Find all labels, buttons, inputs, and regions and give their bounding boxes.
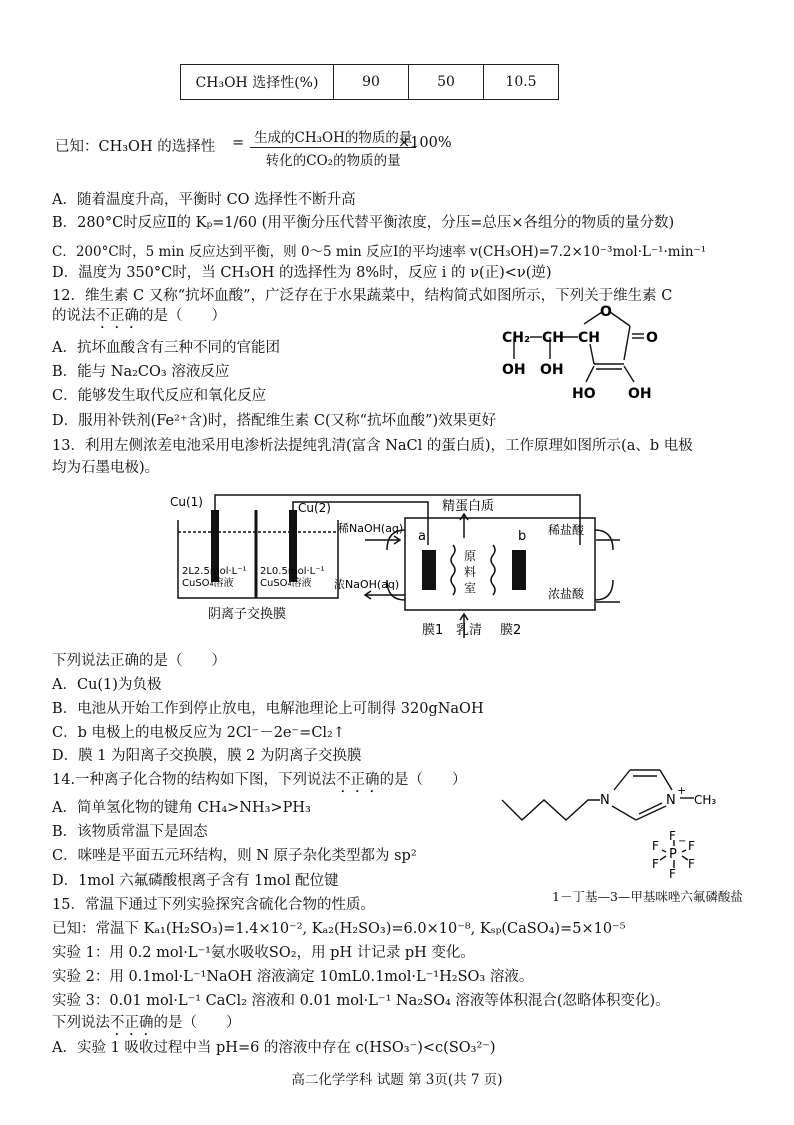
solution2-conc: 2L0.5mol·L⁻¹	[260, 566, 325, 577]
anion-membrane-label: 阴离子交换膜	[208, 607, 287, 622]
solution2-name: CuSO₄溶液	[260, 578, 312, 589]
q12-stem-line2: 的说法不正确的是（ ）	[52, 308, 226, 324]
ring-ch-label: CH	[578, 330, 600, 346]
plus-charge: +	[677, 784, 687, 797]
table-label-cell: CH₃OH 选择性(%)	[181, 65, 334, 100]
n3-label: N	[666, 793, 676, 808]
solution1-name: CuSO₄溶液	[182, 578, 234, 589]
cu1-label: Cu(1)	[170, 495, 203, 509]
q14-option-b: B．该物质常温下是固态	[52, 824, 208, 840]
q13-option-b: B．电池从开始工作到停止放电，电解池理论上可制得 320gNaOH	[52, 701, 484, 717]
q11-option-d: D．温度为 350°C时，当 CH₃OH 的选择性为 8%时，反应 i 的 ν(正)<ν(逆)	[52, 265, 552, 281]
q14-option-c: C．咪唑是平面五元环结构，则 N 原子杂化类型都为 sp²	[52, 848, 417, 864]
q15-prompt: 下列说法不正确的是（ ）	[52, 1015, 241, 1031]
table-value-cell: 50	[409, 65, 484, 100]
q13-stem-line1: 13．利用左侧浓差电池采用电渗析法提纯乳清(富含 NaCl 的蛋白质)，工作原理如图所示(a、b 电极	[52, 438, 693, 454]
raw-chamber-label: 料	[464, 565, 477, 579]
n1-label: N	[600, 793, 610, 808]
electrolysis-diagram	[160, 490, 620, 645]
cu2-label: Cu(2)	[298, 501, 331, 515]
oh-label: OH	[628, 386, 652, 402]
selectivity-definition-prefix: 已知：CH₃OH 的选择性	[55, 139, 216, 155]
fraction-denominator: 转化的CO₂的物质的量	[265, 153, 401, 169]
oh-label: OH	[502, 362, 526, 378]
q13-stem-line2: 均为石墨电极)。	[52, 460, 160, 476]
carbonyl-o-label: O	[646, 330, 658, 346]
methyl-label: CH₃	[694, 793, 717, 807]
oh-label: OH	[540, 362, 564, 378]
q12-option-a: A．抗坏血酸含有三种不同的官能团	[52, 340, 280, 356]
minus-charge: −	[678, 836, 687, 847]
ring-o-label: O	[600, 304, 612, 320]
q11-option-a: A．随着温度升高，平衡时 CO 选择性不断升高	[52, 192, 356, 208]
q12-option-c: C．能够发生取代反应和氧化反应	[52, 388, 267, 404]
solution1-conc: 2L2.5mol·L⁻¹	[182, 566, 247, 577]
table-value-cell: 10.5	[484, 65, 559, 100]
conc-naoh-label: 浓NaOH(aq)	[334, 578, 400, 591]
fluorine-label: F	[652, 857, 659, 871]
fluorine-label: F	[688, 857, 695, 871]
selectivity-table	[180, 64, 559, 100]
membrane2-label: 膜2	[500, 623, 522, 638]
phosphorus-label: P	[669, 847, 677, 862]
q11-option-c: C．200°C时，5 min 反应达到平衡，则 0～5 min 反应Ⅰ的平均速率 v(CH₃OH)=7.2×10⁻³mol·L⁻¹·min⁻¹	[52, 244, 707, 260]
q13-prompt: 下列说法正确的是（ ）	[52, 653, 226, 669]
raw-chamber-label: 原	[464, 549, 477, 563]
q13-option-d: D．膜 1 为阳离子交换膜，膜 2 为阴离子交换膜	[52, 748, 362, 764]
q14-option-d: D．1mol 六氟磷酸根离子含有 1mol 配位键	[52, 873, 339, 889]
ch2-label: CH₂	[502, 330, 531, 346]
q15-option-a: A．实验 1 吸收过程中当 pH=6 的溶液中存在 c(HSO₃⁻)<c(SO₃²⁻)	[52, 1040, 496, 1056]
vitamin-c-structure	[494, 304, 684, 404]
conc-hcl-label: 浓盐酸	[548, 587, 585, 601]
q15-experiment-2: 实验 2：用 0.1mol·L⁻¹NaOH 溶液滴定 10mL0.1mol·L⁻¹H₂SO₃ 溶液。	[52, 969, 534, 985]
q12-option-b: B．能与 Na₂CO₃ 溶液反应	[52, 364, 230, 380]
page-footer: 高二化学学科 试题 第 3页(共 7 页)	[291, 1072, 503, 1088]
q14-option-a: A．简单氢化物的键角 CH₄>NH₃>PH₃	[52, 800, 311, 816]
q14-stem: 14.一种离子化合物的结构如下图，下列说法不正确的是（ ）	[52, 772, 467, 788]
q12-option-d: D．服用补铁剂(Fe²⁺含)时，搭配维生素 C(又称“抗坏血酸”)效果更好	[52, 413, 497, 429]
ho-label: HO	[572, 386, 596, 402]
whey-label: 乳清	[456, 623, 483, 638]
q12-stem-line1: 12．维生素 C 又称“抗坏血酸”，广泛存在于水果蔬菜中，结构简式如图所示，下列关于维生素 C	[52, 288, 673, 304]
membrane1-label: 膜1	[422, 623, 444, 638]
electrode-b-label: b	[518, 529, 527, 544]
fluorine-label: F	[669, 867, 676, 880]
fraction-numerator: 生成的CH₃OH的物质的量	[254, 130, 413, 146]
q15-experiment-1: 实验 1：用 0.2 mol·L⁻¹氨水吸收SO₂，用 pH 计记录 pH 变化。	[52, 945, 475, 961]
q11-option-b: B．280°C时反应Ⅱ的 Kₚ=1/60 (用平衡分压代替平衡浓度，分压=总压×各组分的物质的量分数)	[52, 215, 675, 231]
dilute-naoh-label: 稀NaOH(aq)	[338, 522, 404, 535]
fluorine-label: F	[688, 839, 695, 853]
q15-experiment-3: 实验 3：0.01 mol·L⁻¹ CaCl₂ 溶液和 0.01 mol·L⁻¹ Na₂SO₄ 溶液等体积混合(忽略体积变化)。	[52, 993, 670, 1009]
imidazolium-structure	[494, 750, 734, 880]
q13-option-c: C．b 电极上的电极反应为 2Cl⁻－2e⁻=Cl₂↑	[52, 725, 346, 741]
electrode-a-label: a	[418, 529, 426, 544]
fluorine-label: F	[669, 829, 676, 843]
pure-protein-label: 精蛋白质	[442, 499, 495, 514]
selectivity-suffix: ×100%	[398, 135, 452, 151]
selectivity-fraction	[250, 126, 416, 169]
raw-chamber-label: 室	[464, 581, 477, 595]
fluorine-label: F	[652, 839, 659, 853]
table-value-cell: 90	[334, 65, 409, 100]
ch-label: CH	[542, 330, 564, 346]
dilute-hcl-label: 稀盐酸	[548, 523, 585, 537]
imidazolium-caption: 1－丁基—3—甲基咪唑六氟磷酸盐	[552, 889, 743, 904]
selectivity-equals: =	[232, 135, 245, 151]
q15-stem: 15．常温下通过下列实验探究含硫化合物的性质。	[52, 897, 375, 913]
q15-known-constants: 已知：常温下 Kₐ₁(H₂SO₃)=1.4×10⁻², Kₐ₂(H₂SO₃)=6.0×10⁻⁸, Kₛₚ(CaSO₄)=5×10⁻⁵	[52, 921, 626, 937]
q13-option-a: A．Cu(1)为负极	[52, 677, 162, 693]
